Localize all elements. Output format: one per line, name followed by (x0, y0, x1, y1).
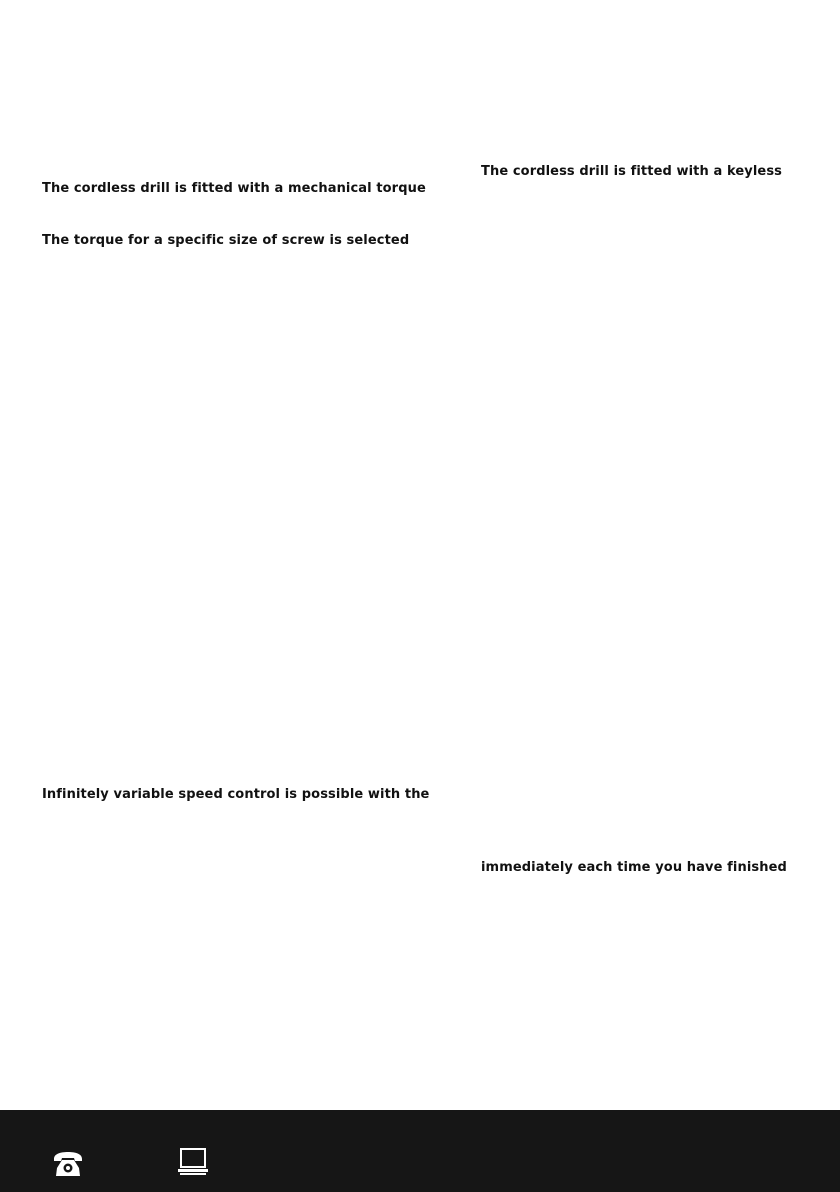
right-column-text-line: immediately each time you have finished (481, 860, 787, 875)
left-column-text-line: Infinitely variable speed control is possible with the (42, 787, 430, 802)
phone-icon (52, 1150, 84, 1178)
left-column-text-line: The torque for a specific size of screw is selected (42, 233, 410, 248)
left-column-text-line: The cordless drill is fitted with a mechanical torque (42, 181, 426, 196)
laptop-icon (177, 1147, 209, 1177)
footer-bar (0, 1110, 840, 1192)
right-column-text-line: The cordless drill is fitted with a keyless (481, 164, 783, 179)
